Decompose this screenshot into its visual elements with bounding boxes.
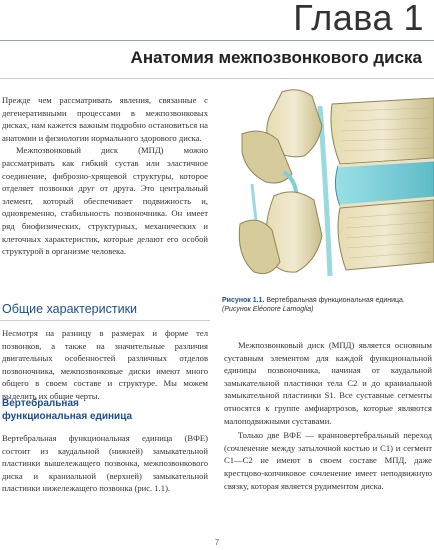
figure-vertebral-unit	[222, 86, 434, 292]
right-paragraph-1: Межпозвонковый диск (МПД) является основным суставным элементом для каждой функциональной единицы позвоночника, начиная от каудальной замыкательной пластинки тела С2 и до краниальной замыкательной пластинки S1. Все суставные сегменты относятся к группе амфиартрозов, которые являются малоподвижными суставами.	[224, 340, 432, 426]
section-heading-general: Общие характеристики	[2, 302, 138, 316]
page-number: 7	[214, 538, 220, 547]
figure-credit: (Рисунок Eléonore Lamoglia)	[222, 306, 314, 313]
figure-label: Рисунок 1.1.	[222, 297, 265, 304]
right-paragraph-2: Только две ВФЕ — кранновертебральный переход (сочленение между затылочной костью и С1) и сегмент С1—С2 не имеют в своем составе МПД, даже крестцово-копчиковое сочленение имеет неподвижную связку, которая является рудиментом диска.	[224, 430, 432, 491]
section-general-paragraph: Несмотря на разницу в размерах и форме тел позвонков, а также на значительные различия двигательных особенностей различных отделов позвоночника, межпозвонковые диски имеют много общего в своем составе и структуре. Мы можем выделить их общие черты.	[2, 328, 208, 401]
section-general-text	[2, 327, 208, 403]
section-vfu-text	[2, 432, 208, 495]
chapter-title: Глава 1	[293, 0, 424, 38]
section-rule	[0, 320, 210, 321]
spine-illustration	[222, 86, 434, 292]
figure-caption-text: Вертебральная функциональная единица.	[264, 297, 405, 304]
section-vfu-paragraph: Вертебральная функциональная единица (ВФЕ) состоит из каудальной (нижней) замыкательной пластинки вышележащего позвонка, межпозвонкового диска и краниальной (верхней) замыкательной пластинки нижележащего позвонка (рис. 1.1).	[2, 433, 208, 494]
intro-text	[2, 94, 208, 258]
title-rule	[0, 78, 434, 79]
right-column-text	[224, 339, 432, 492]
heading-line-1: Вертебральная	[2, 398, 79, 409]
intro-paragraph-1: Прежде чем рассматривать явления, связанные с дегенеративными процессами в межпозвонковых дисках, нам кажется важным подробно остановиться на анатомии и физиологии нормального здорового диска.	[2, 95, 208, 143]
intro-paragraph-2: Межпозвонковый диск (МПД) можно рассматривать как гибкий сустав или эластичное соединение, фиброзно-хрящевой структуры, которое отделяет позвонки друг от друга. Это центральный элемент, который обеспечивает подвижность и, одновременно, стабильность позвоночника. Он имеет ряд биофизических, структурных, механических и клеточных характеристик, которые делают его особой структурой в организме человека.	[2, 145, 208, 257]
heading-line-2: функциональная единица	[2, 411, 133, 422]
figure-caption	[222, 296, 434, 314]
section-heading-vfu	[2, 397, 208, 423]
page-title: Анатомия межпозвонкового диска	[130, 48, 422, 67]
header-rule	[0, 40, 434, 41]
